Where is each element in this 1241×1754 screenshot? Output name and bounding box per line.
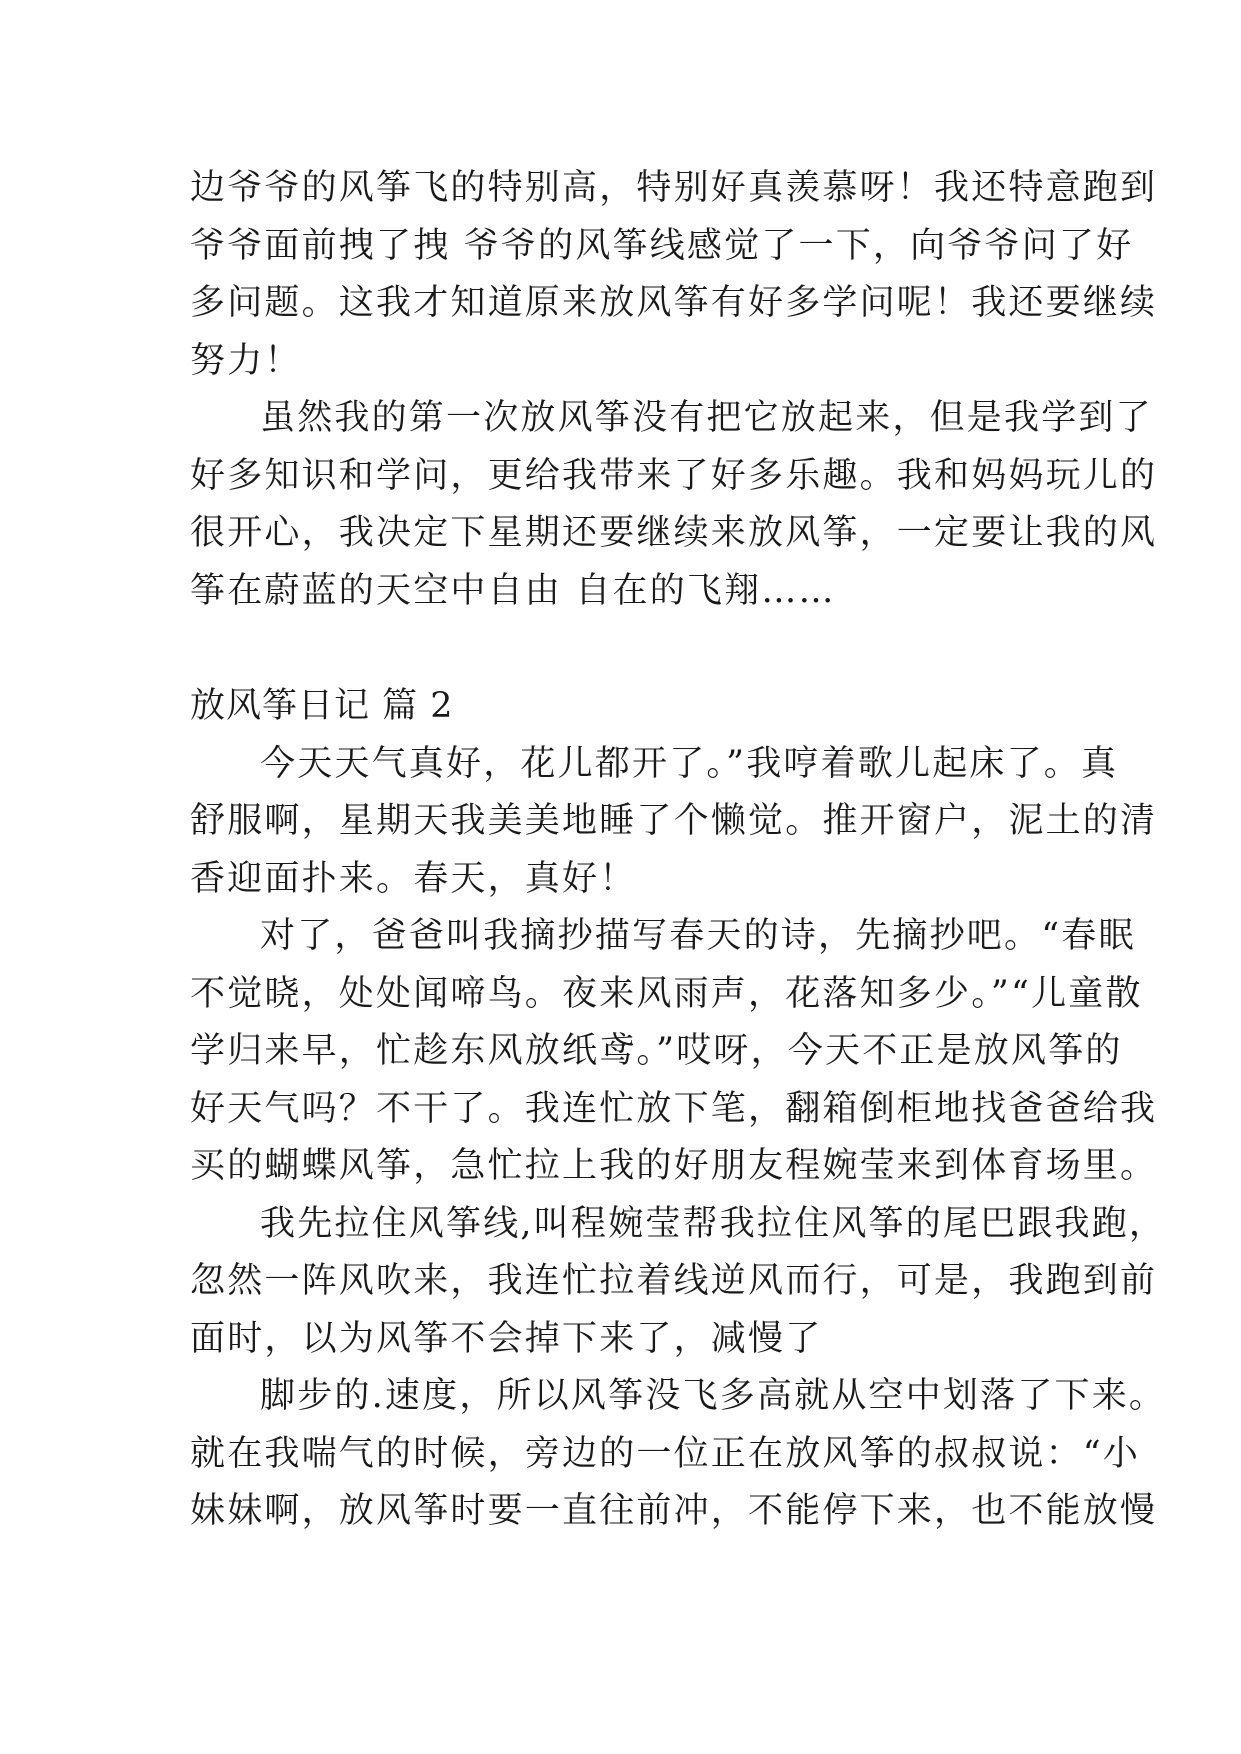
text-line: 很开心，我决定下星期还要继续来放风筝，一定要让我的风: [190, 513, 1158, 553]
text-line: 好天气吗？不干了。我连忙放下笔，翻箱倒柜地找爸爸给我: [190, 1089, 1158, 1129]
text-line: 就在我喘气的时候，旁边的一位正在放风筝的叔叔说：“小: [190, 1434, 1141, 1474]
text-line: 妹妹啊，放风筝时要一直往前冲，不能停下来，也不能放慢: [190, 1491, 1158, 1531]
text-line: 香迎面扑来。春天，真好！: [190, 859, 637, 899]
text-line: 忽然一阵风吹来，我连忙拉着线逆风而行，可是，我跑到前: [190, 1261, 1158, 1301]
text-line: 脚步的.速度，所以风筝没飞多高就从空中划落了下来。: [260, 1376, 1167, 1416]
text-line: 虽然我的第一次放风筝没有把它放起来，但是我学到了: [260, 398, 1153, 438]
text-line: 筝在蔚蓝的天空中自由 自在的飞翔……: [190, 571, 836, 611]
text-line: 不觉晓，处处闻啼鸟。夜来风雨声，花落知多少。”“儿童散: [190, 974, 1143, 1014]
text-line: 努力！: [190, 341, 302, 381]
text-line: 面时，以为风筝不会掉下来了，减慢了: [190, 1319, 823, 1359]
text-line: 爷爷面前拽了拽 爷爷的风筝线感觉了一下，向爷爷问了好: [190, 226, 1134, 266]
text-line: 我先拉住风筝线,叫程婉莹帮我拉住风筝的尾巴跟我跑，: [260, 1204, 1167, 1244]
text-line: 学归来早，忙趁东风放纸鸢。”哎呀，今天不正是放风筝的: [190, 1031, 1123, 1071]
text-line: 今天天气真好，花儿都开了。”我哼着歌儿起床了。真: [260, 744, 1119, 784]
text-line: 多问题。这我才知道原来放风筝有好多学问呢！我还要继续: [190, 283, 1158, 323]
section-heading: 放风筝日记 篇 2: [190, 686, 454, 726]
text-line: 好多知识和学问，更给我带来了好多乐趣。我和妈妈玩儿的: [190, 456, 1158, 496]
text-line: 对了，爸爸叫我摘抄描写春天的诗，先摘抄吧。“春眠: [260, 916, 1136, 956]
text-line: 边爷爷的风筝飞的特别高，特别好真羡慕呀！我还特意跑到: [190, 168, 1158, 208]
text-line: 买的蝴蝶风筝，急忙拉上我的好朋友程婉莹来到体育场里。: [190, 1146, 1158, 1186]
text-line: 舒服啊，星期天我美美地睡了个懒觉。推开窗户，泥土的清: [190, 801, 1158, 841]
